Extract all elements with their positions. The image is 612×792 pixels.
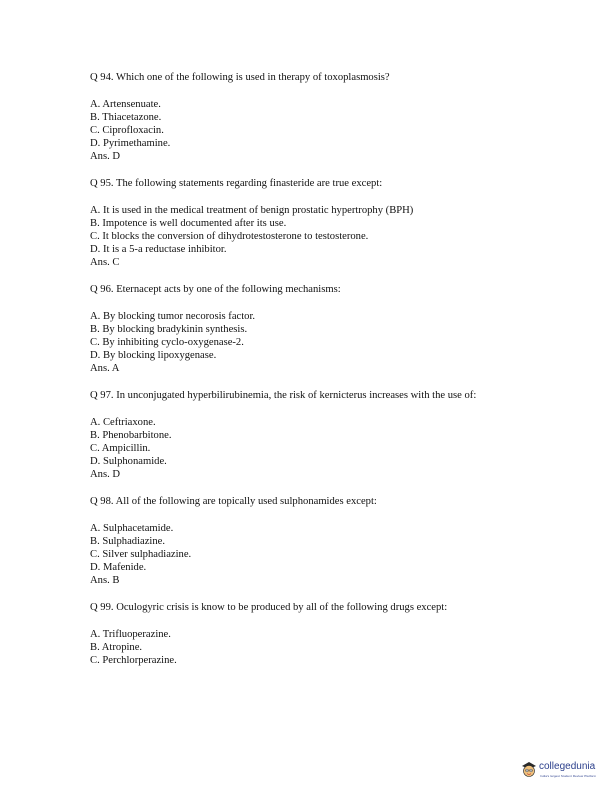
question-block — [90, 601, 530, 667]
option-a: A. By blocking tumor necorosis factor. — [90, 311, 256, 322]
question-block — [90, 283, 530, 375]
question-block — [90, 495, 530, 587]
collegedunia-logo[interactable] — [519, 757, 611, 787]
option-c: C. Ciprofloxacin. — [90, 125, 164, 136]
option-b: B. By blocking bradykinin synthesis. — [90, 324, 248, 335]
option-b: B. Sulphadiazine. — [90, 536, 166, 547]
question-text: Q 95. The following statements regarding finasteride are true except: — [90, 178, 383, 189]
question-block — [90, 71, 530, 163]
option-a: A. Artensenuate. — [90, 99, 161, 110]
option-d: D. Mafenide. — [90, 562, 147, 573]
option-d: D. It is a 5-a reductase inhibitor. — [90, 244, 227, 255]
option-c: C. By inhibiting cyclo-oxygenase-2. — [90, 337, 244, 348]
option-c: C. It blocks the conversion of dihydrotestosterone to testosterone. — [90, 231, 369, 242]
question-block — [90, 177, 530, 269]
question-list — [90, 71, 530, 681]
collegedunia-mascot-icon — [519, 759, 539, 779]
question-text: Q 94. Which one of the following is used in therapy of toxoplasmosis? — [90, 72, 390, 83]
option-a: A. Ceftriaxone. — [90, 417, 156, 428]
answer: Ans. C — [90, 257, 120, 268]
option-d: D. Sulphonamide. — [90, 456, 167, 467]
question-text: Q 99. Oculogyric crisis is know to be produced by all of the following drugs except: — [90, 602, 448, 613]
option-b: B. Phenobarbitone. — [90, 430, 172, 441]
question-text: Q 98. All of the following are topically used sulphonamides except: — [90, 496, 377, 507]
option-c: C. Perchlorperazine. — [90, 655, 177, 666]
question-text: Q 96. Eternacept acts by one of the following mechanisms: — [90, 284, 341, 295]
answer: Ans. D — [90, 151, 121, 162]
option-a: A. Trifluoperazine. — [90, 629, 171, 640]
option-b: B. Impotence is well documented after its use. — [90, 218, 287, 229]
answer: Ans. D — [90, 469, 121, 480]
logo-tagline: India's largest Student Review Platform — [540, 774, 597, 778]
option-a: A. It is used in the medical treatment of benign prostatic hypertrophy (BPH) — [90, 205, 414, 216]
option-c: C. Ampicillin. — [90, 443, 151, 454]
option-d: D. Pyrimethamine. — [90, 138, 171, 149]
option-c: C. Silver sulphadiazine. — [90, 549, 192, 560]
question-text: Q 97. In unconjugated hyperbilirubinemia, the risk of kernicterus increases with the use of: — [90, 390, 477, 401]
logo-name: collegedunia — [539, 761, 596, 772]
option-b: B. Atropine. — [90, 642, 143, 653]
option-b: B. Thiacetazone. — [90, 112, 162, 123]
option-d: D. By blocking lipoxygenase. — [90, 350, 217, 361]
option-a: A. Sulphacetamide. — [90, 523, 174, 534]
question-block — [90, 389, 530, 481]
answer: Ans. A — [90, 363, 120, 374]
answer: Ans. B — [90, 575, 120, 586]
